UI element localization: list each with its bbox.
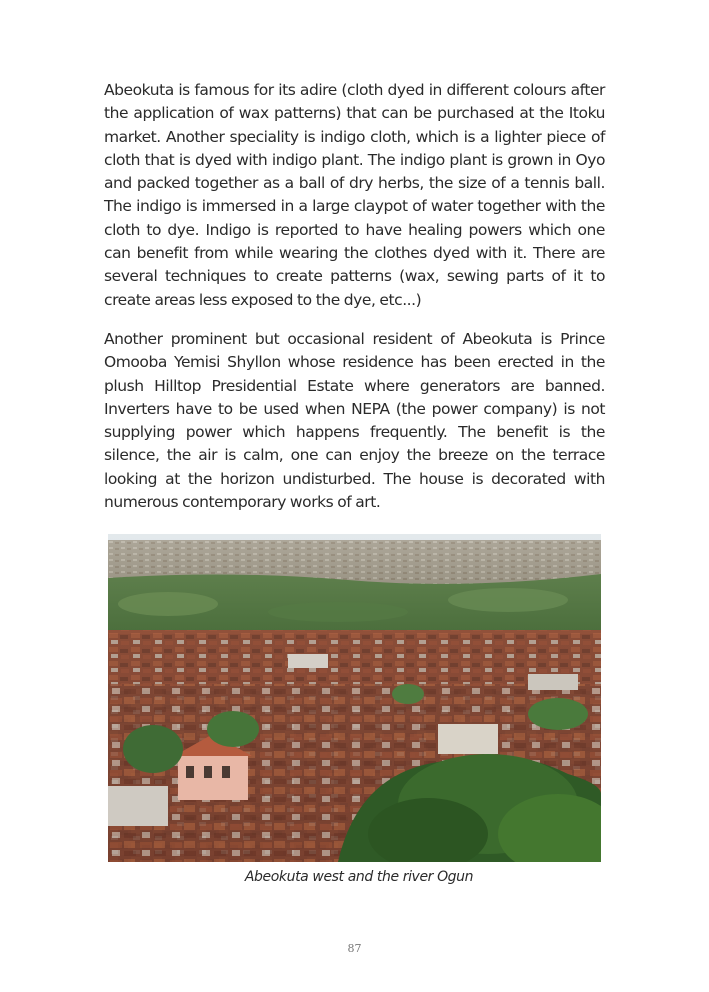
tree-left (123, 725, 183, 773)
page-number: 87 (347, 942, 362, 955)
figure-caption: Abeokuta west and the river Ogun (244, 869, 474, 885)
body-paragraph-shyllon: Another prominent but occasional resident of Abeokuta is Prince Omooba Yemisi Shyllon whose residence has been erected in the plush Hilltop Presidential Estate where generators are banned. Inverters have to be used when NEPA (the power company) is not supplying power which happens frequently. The benefit is the silence, the air is calm, one can enjoy the breeze on the terrace looking at the horizon undisturbed. The house is decorated with numerous contemporary works of art. (104, 330, 605, 512)
body-paragraph-adire: Abeokuta is famous for its adire (cloth dyed in different colours after the application of wax patterns) that can be purchased at the Itoku market. Another speciality is indigo cloth, which is a lighter piece of cloth that is dyed with indigo plant. The indigo plant is grown in Oyo and packed together as a ball of dry herbs, the size of a tennis ball. The indigo is immersed in a large claypot of water together with the cloth to dye. Indigo is reported to have healing powers which one can benefit from while wearing the clothes dyed with it. There are several techniques to create patterns (wax, sewing parts of it to create areas less exposed to the dye, etc...) (104, 81, 605, 309)
cityscape-photo (108, 534, 601, 862)
